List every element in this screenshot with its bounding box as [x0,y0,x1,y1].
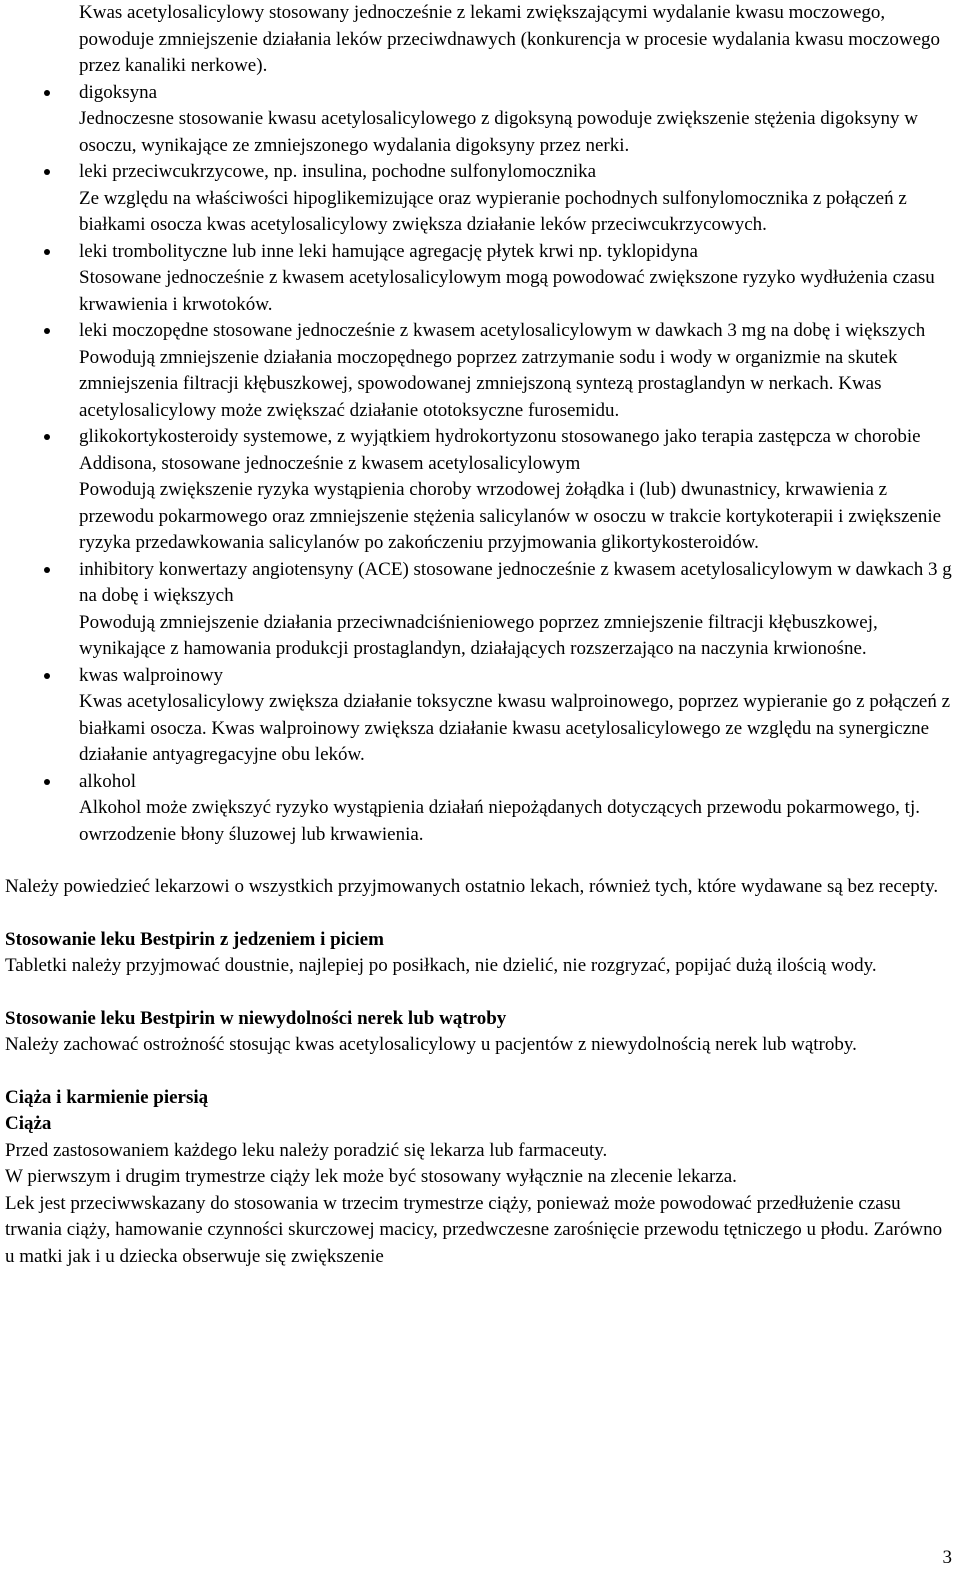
list-item [5,557,953,663]
list-item [5,159,953,239]
interaction-name: leki moczopędne stosowane jednocześnie z kwasem acetylosalicylowym w dawkach 3 mg na dobę i większych [79,320,926,341]
interaction-name: leki trombolityczne lub inne leki hamujące agregację płytek krwi np. tyklopidyna [79,240,698,262]
bullet-icon [44,673,50,679]
bullet-icon [44,567,50,573]
interaction-description: Powodują zmniejszenie działania przeciwnadciśnieniowego poprzez zmniejszenie filtracji kłębuszkowej, wynikające z hamowania produkcji prostaglandyn, działających rozszerzająco na naczynia krwionośne. [79,611,878,659]
pregnancy-subheading: Ciąża [5,1113,52,1134]
bullet-icon [44,90,50,96]
inform-doctor-paragraph: Należy powiedzieć lekarzowi o wszystkich przyjmowanych ostatnio lekach, również tych, które wydawane są bez recepty. [5,876,939,897]
interaction-name: alkohol [79,770,136,792]
bullet-icon [44,434,50,440]
list-item [5,424,953,557]
pregnancy-line: Lek jest przeciwwskazany do stosowania w trzecim trymestrze ciąży, ponieważ może powodować przedłużenie czasu trwania ciąży, hamowanie czynności skurczowej macicy, przedwczesne zarośnięcie przewodu tętniczego u płodu. Zarówno u matki jak i u dziecka obserwuje się zwiększenie [5,1192,943,1267]
food-section-text: Tabletki należy przyjmować doustnie, najlepiej po posiłkach, nie dzielić, nie rozgryzać, popijać dużą ilością wody. [5,955,877,976]
list-item [5,769,953,849]
bullet-icon [44,328,50,334]
interaction-description: Alkohol może zwiększyć ryzyko wystąpienia działań niepożądanych dotyczących przewodu pokarmowego, tj. owrzodzenie błony śluzowej lub krwawienia. [79,797,920,845]
spacer [5,901,953,927]
list-item [5,318,953,424]
spacer [5,1059,953,1085]
spacer [5,980,953,1006]
pregnancy-line: Przed zastosowaniem każdego leku należy poradzić się lekarza lub farmaceuty. [5,1139,608,1161]
interaction-name: leki przeciwcukrzycowe, np. insulina, pochodne sulfonylomocznika [79,161,597,182]
bullet-icon [44,779,50,785]
interaction-list [5,80,953,849]
interaction-name: glikokortykosteroidy systemowe, z wyjątkiem hydrokortyzonu stosowanego jako terapia zastępcza w chorobie Addisona, stosowane jednocześnie z kwasem acetylosalicylowym [79,426,921,474]
interaction-description: Kwas acetylosalicylowy zwiększa działanie toksyczne kwasu walproinowego, poprzez wypieranie go z połączeń z białkami osocza. Kwas walproinowy zwiększa działanie kwasu acetylosalicylowego ze względu na synergiczne działanie antyagregacyjne obu leków. [79,691,951,765]
bullet-icon [44,169,50,175]
interaction-name: inhibitory konwertazy angiotensyny (ACE) stosowane jednocześnie z kwasem acetylosalicylowym w dawkach 3 g na dobę i większych [79,558,952,606]
interaction-description: Jednoczesne stosowanie kwasu acetylosalicylowego z digoksyną powoduje zwiększenie stężenia digoksyny w osoczu, wynikające ze zmniejszonego wydalania digoksyny przez nerki. [79,108,918,156]
interaction-description: Powodują zwiększenie ryzyka wystąpienia choroby wrzodowej żołądka i (lub) dwunastnicy, krwawienia z przewodu pokarmowego oraz zmniejszenie stężenia salicylanów w osoczu w trakcie kortykoterapii i zwiększenie ryzyka przedawkowania salicylanów po zakończeniu przyjmowania glikortykosteroidów. [79,479,942,553]
interaction-name: digoksyna [79,81,158,103]
document-page [5,0,953,1270]
bullet-icon [44,249,50,255]
list-item [5,663,953,769]
interaction-name: kwas walproinowy [79,664,224,686]
spacer [5,848,953,874]
kidney-section-text: Należy zachować ostrożność stosując kwas acetylosalicylowy u pacjentów z niewydolnością nerek lub wątroby. [5,1034,857,1055]
interaction-description: Ze względu na właściwości hipoglikemizujące oraz wypieranie pochodnych sulfonylomocznika z połączeń z białkami osocza kwas acetylosalicylowy zwiększa działanie leków przeciwcukrzycowych. [79,187,907,235]
food-section-heading: Stosowanie leku Bestpirin z jedzeniem i piciem [5,928,384,950]
pregnancy-line: W pierwszym i drugim trymestrze ciąży lek może być stosowany wyłącznie na zlecenie lekarza. [5,1166,737,1187]
pregnancy-section-heading: Ciąża i karmienie piersią [5,1086,209,1108]
kidney-section-heading: Stosowanie leku Bestpirin w niewydolności nerek lub wątroby [5,1007,507,1029]
list-item [5,80,953,160]
interaction-description: Powodują zmniejszenie działania moczopędnego poprzez zatrzymanie sodu i wody w organizmie na skutek zmniejszenia filtracji kłębuszkowej, spowodowanej zmniejszoną syntezą prostaglandyn w nerkach. Kwas acetylosalicylowy może zwiększać działanie ototoksyczne furosemidu. [79,346,898,421]
continuation-paragraph: Kwas acetylosalicylowy stosowany jednocześnie z lekami zwiększającymi wydalanie kwasu moczowego, powoduje zmniejszenie działania leków przeciwdnawych (konkurencja w procesie wydalania kwasu moczowego przez kanaliki nerkowe). [79,2,941,76]
list-item [5,239,953,319]
page-number: 3 [942,1547,952,1568]
interaction-description: Stosowane jednocześnie z kwasem acetylosalicylowym mogą powodować zwiększone ryzyko wydłużenia czasu krwawienia i krwotoków. [79,267,935,315]
